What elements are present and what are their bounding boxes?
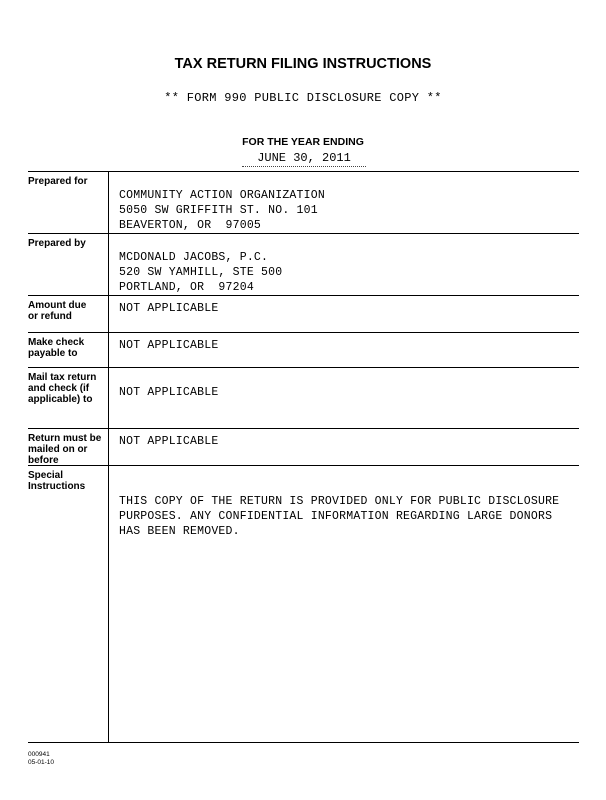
mail-return-value: NOT APPLICABLE [119, 386, 219, 399]
mail-return-label: Mail tax return and check (if applicable) to [28, 372, 97, 405]
prepared-by-line: 520 SW YAMHILL, STE 500 [119, 266, 283, 279]
form-code-date: 05-01-10 [28, 759, 55, 766]
filing-instructions-table [28, 171, 579, 743]
row-prepared-for [28, 172, 579, 233]
amount-due-value: NOT APPLICABLE [119, 302, 219, 315]
row-special-instructions [28, 465, 579, 743]
year-ending-label: FOR THE YEAR ENDING [242, 136, 364, 148]
row-prepared-by [28, 233, 579, 296]
prepared-by-label: Prepared by [28, 238, 86, 249]
return-by-label: Return must be mailed on or before [28, 433, 102, 466]
special-instructions-label: Special Instructions [28, 470, 86, 492]
make-check-label: Make check payable to [28, 337, 85, 359]
make-check-value: NOT APPLICABLE [119, 339, 219, 352]
row-mail-return [28, 367, 579, 429]
row-make-check [28, 332, 579, 368]
form-code-number: 000941 [28, 751, 50, 758]
prepared-for-line: BEAVERTON, OR 97005 [119, 219, 262, 232]
form-code [28, 751, 54, 767]
row-return-by [28, 428, 579, 466]
prepared-by-line: PORTLAND, OR 97204 [119, 281, 254, 294]
prepared-by-address [119, 250, 282, 295]
prepared-by-line: MCDONALD JACOBS, P.C. [119, 251, 269, 264]
page-title: TAX RETURN FILING INSTRUCTIONS [174, 56, 432, 72]
return-by-value: NOT APPLICABLE [119, 435, 219, 448]
prepared-for-label: Prepared for [28, 176, 88, 187]
year-ending-value: JUNE 30, 2011 [242, 151, 366, 167]
prepared-for-line: 5050 SW GRIFFITH ST. NO. 101 [119, 204, 318, 217]
amount-due-label: Amount due or refund [28, 300, 87, 322]
row-amount-due [28, 295, 579, 333]
prepared-for-address [119, 188, 325, 233]
disclosure-subtitle: ** FORM 990 PUBLIC DISCLOSURE COPY ** [164, 91, 442, 105]
special-instructions-text: THIS COPY OF THE RETURN IS PROVIDED ONLY FOR PUBLIC DISCLOSURE PURPOSES. ANY CONFIDENTIAL INFORMATION REGARDING LARGE DONORS HAS BEEN REMOVED. [119, 495, 560, 538]
prepared-for-line: COMMUNITY ACTION ORGANIZATION [119, 189, 325, 202]
